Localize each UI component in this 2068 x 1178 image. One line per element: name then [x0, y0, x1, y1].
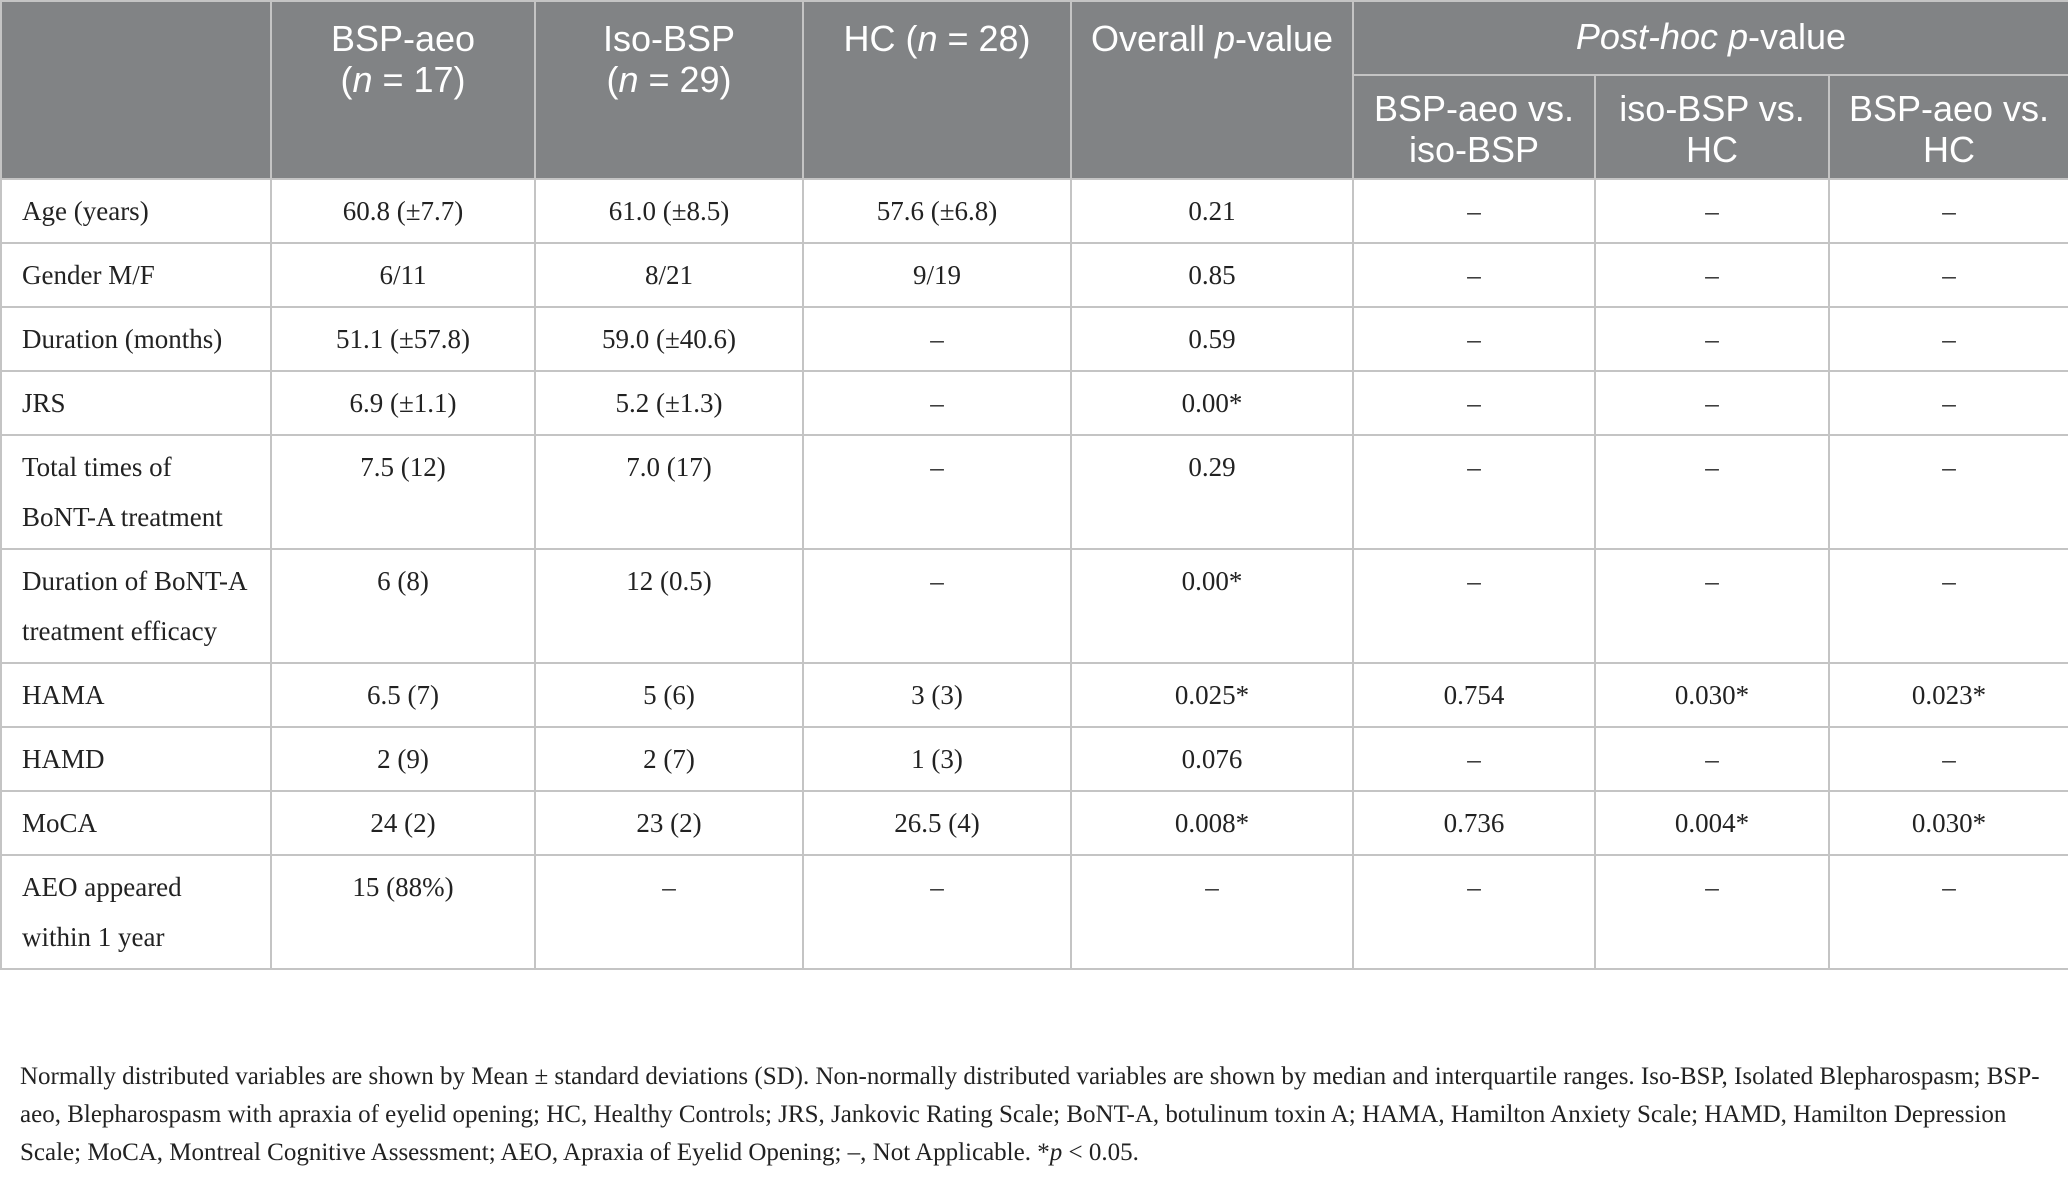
header-bsp-aeo-n-open: (: [340, 59, 353, 100]
cell-bsp-aeo: 51.1 (±57.8): [271, 307, 535, 371]
row-label: Age (years): [1, 179, 271, 243]
cell-bsp-aeo: 2 (9): [271, 727, 535, 791]
header-hc-n-value: = 28): [937, 18, 1031, 59]
row-label: JRS: [1, 371, 271, 435]
table-row: [1, 855, 2068, 969]
header-overall-p: [1071, 1, 1353, 179]
header-hc: [803, 1, 1071, 179]
cell-bsp-aeo-vs-hc: –: [1829, 549, 2068, 663]
table-row: [1, 179, 2068, 243]
table-row: [1, 307, 2068, 371]
table-row: [1, 549, 2068, 663]
cell-iso-bsp-vs-hc: –: [1595, 549, 1829, 663]
table-body: [1, 179, 2068, 969]
cell-bsp-aeo-vs-iso-bsp: –: [1353, 307, 1595, 371]
cell-iso-bsp-vs-hc: –: [1595, 371, 1829, 435]
cell-iso-bsp: 8/21: [535, 243, 803, 307]
header-hc-n-letter: n: [917, 18, 938, 59]
table-row: [1, 435, 2068, 549]
cell-iso-bsp-vs-hc: –: [1595, 435, 1829, 549]
cell-bsp-aeo-vs-iso-bsp: –: [1353, 549, 1595, 663]
cell-iso-bsp-vs-hc: –: [1595, 855, 1829, 969]
cell-bsp-aeo-vs-hc: –: [1829, 727, 2068, 791]
table-row: [1, 791, 2068, 855]
header-iso-bsp-vs-hc: iso-BSP vs. HC: [1595, 75, 1829, 179]
cell-iso-bsp: 61.0 (±8.5): [535, 179, 803, 243]
cell-bsp-aeo-vs-iso-bsp: –: [1353, 435, 1595, 549]
header-iso-bsp-n-open: (: [606, 59, 619, 100]
cell-bsp-aeo: 7.5 (12): [271, 435, 535, 549]
header-bsp-aeo-n-letter: n: [352, 59, 373, 100]
cell-iso-bsp-vs-hc: 0.030*: [1595, 663, 1829, 727]
header-overall-p-letter: p: [1214, 18, 1235, 59]
header-bsp-aeo: [271, 1, 535, 179]
header-iso-bsp-name: Iso-BSP: [602, 18, 736, 59]
header-post-hoc-suffix: -value: [1748, 16, 1847, 57]
header-bsp-aeo-vs-iso-bsp: BSP-aeo vs. iso-BSP: [1353, 75, 1595, 179]
cell-hc: –: [803, 855, 1071, 969]
cell-bsp-aeo-vs-hc: –: [1829, 435, 2068, 549]
footnote-threshold: < 0.05.: [1062, 1139, 1139, 1166]
cell-bsp-aeo: 24 (2): [271, 791, 535, 855]
cell-hc: 26.5 (4): [803, 791, 1071, 855]
header-bsp-aeo-n-value: = 17): [372, 59, 466, 100]
table-row: [1, 371, 2068, 435]
cell-hc: 57.6 (±6.8): [803, 179, 1071, 243]
cell-iso-bsp-vs-hc: –: [1595, 179, 1829, 243]
header-overall-text: Overall: [1090, 18, 1215, 59]
cell-bsp-aeo-vs-hc: –: [1829, 179, 2068, 243]
cell-overall-p: 0.008*: [1071, 791, 1353, 855]
header-bsp-aeo-vs-hc: BSP-aeo vs. HC: [1829, 75, 2068, 179]
cell-iso-bsp: 12 (0.5): [535, 549, 803, 663]
cell-bsp-aeo-vs-hc: 0.030*: [1829, 791, 2068, 855]
cell-iso-bsp: 23 (2): [535, 791, 803, 855]
cell-bsp-aeo-vs-iso-bsp: 0.736: [1353, 791, 1595, 855]
header-empty-cell: [1, 1, 271, 179]
footnote-p-letter: p: [1049, 1139, 1063, 1166]
cell-hc: 9/19: [803, 243, 1071, 307]
header-post-hoc-group: [1353, 1, 2068, 75]
row-label: AEO appeared within 1 year: [1, 855, 271, 969]
cell-overall-p: 0.025*: [1071, 663, 1353, 727]
table-row: [1, 727, 2068, 791]
cell-bsp-aeo-vs-hc: –: [1829, 371, 2068, 435]
cell-bsp-aeo-vs-iso-bsp: –: [1353, 727, 1595, 791]
cell-overall-p: 0.21: [1071, 179, 1353, 243]
cell-bsp-aeo-vs-hc: –: [1829, 307, 2068, 371]
cell-hc: –: [803, 435, 1071, 549]
cell-bsp-aeo: 6.5 (7): [271, 663, 535, 727]
row-label: Gender M/F: [1, 243, 271, 307]
cell-iso-bsp-vs-hc: –: [1595, 307, 1829, 371]
cell-iso-bsp-vs-hc: –: [1595, 727, 1829, 791]
cell-hc: 3 (3): [803, 663, 1071, 727]
cell-bsp-aeo: 6 (8): [271, 549, 535, 663]
cell-hc: 1 (3): [803, 727, 1071, 791]
cell-overall-p: –: [1071, 855, 1353, 969]
table-row: [1, 243, 2068, 307]
header-bsp-aeo-name: BSP-aeo: [330, 18, 476, 59]
cell-bsp-aeo-vs-hc: –: [1829, 243, 2068, 307]
cell-iso-bsp: 5 (6): [535, 663, 803, 727]
cell-bsp-aeo: 60.8 (±7.7): [271, 179, 535, 243]
header-iso-bsp: [535, 1, 803, 179]
row-label: MoCA: [1, 791, 271, 855]
cell-iso-bsp: 59.0 (±40.6): [535, 307, 803, 371]
cell-iso-bsp: 5.2 (±1.3): [535, 371, 803, 435]
cell-iso-bsp-vs-hc: 0.004*: [1595, 791, 1829, 855]
cell-hc: –: [803, 371, 1071, 435]
cell-bsp-aeo-vs-iso-bsp: –: [1353, 371, 1595, 435]
header-overall-suffix: -value: [1235, 18, 1334, 59]
cell-bsp-aeo-vs-iso-bsp: 0.754: [1353, 663, 1595, 727]
table-row: [1, 663, 2068, 727]
cell-bsp-aeo: 15 (88%): [271, 855, 535, 969]
cell-overall-p: 0.076: [1071, 727, 1353, 791]
cell-overall-p: 0.00*: [1071, 371, 1353, 435]
row-label: HAMD: [1, 727, 271, 791]
cell-overall-p: 0.85: [1071, 243, 1353, 307]
table-footnote: [20, 1058, 2050, 1172]
cell-iso-bsp: 7.0 (17): [535, 435, 803, 549]
row-label: HAMA: [1, 663, 271, 727]
cell-bsp-aeo: 6.9 (±1.1): [271, 371, 535, 435]
cell-iso-bsp: 2 (7): [535, 727, 803, 791]
cell-bsp-aeo-vs-iso-bsp: –: [1353, 855, 1595, 969]
cell-hc: –: [803, 307, 1071, 371]
footnote-text: Normally distributed variables are shown by Mean ± standard deviations (SD). Non-normally distributed variables are shown by median and interquartile ranges. Iso-BSP, Isolated Blepharospasm; BSP-aeo, Blepharospasm with apraxia of eyelid opening; HC, Healthy Controls; JRS, Jankovic Rating Scale; BoNT-A, botulinum toxin A; HAMA, Hamilton Anxiety Scale; HAMD, Hamilton Depression Scale; MoCA, Montreal Cognitive Assessment; AEO, Apraxia of Eyelid Opening; –, Not Applicable. *: [20, 1063, 2040, 1166]
cell-overall-p: 0.29: [1071, 435, 1353, 549]
cell-bsp-aeo-vs-iso-bsp: –: [1353, 179, 1595, 243]
cell-overall-p: 0.59: [1071, 307, 1353, 371]
header-iso-bsp-n-value: = 29): [638, 59, 732, 100]
row-label: Duration (months): [1, 307, 271, 371]
row-label: Duration of BoNT-A treatment efficacy: [1, 549, 271, 663]
cell-iso-bsp-vs-hc: –: [1595, 243, 1829, 307]
header-post-hoc-italic: Post-hoc p: [1575, 16, 1749, 57]
cell-hc: –: [803, 549, 1071, 663]
header-hc-name: HC (: [843, 18, 918, 59]
cell-bsp-aeo-vs-iso-bsp: –: [1353, 243, 1595, 307]
cell-bsp-aeo: 6/11: [271, 243, 535, 307]
cell-bsp-aeo-vs-hc: –: [1829, 855, 2068, 969]
cell-bsp-aeo-vs-hc: 0.023*: [1829, 663, 2068, 727]
table-header: [1, 1, 2068, 179]
header-iso-bsp-n-letter: n: [618, 59, 639, 100]
cell-iso-bsp: –: [535, 855, 803, 969]
row-label: Total times of BoNT-A treatment: [1, 435, 271, 549]
cell-overall-p: 0.00*: [1071, 549, 1353, 663]
